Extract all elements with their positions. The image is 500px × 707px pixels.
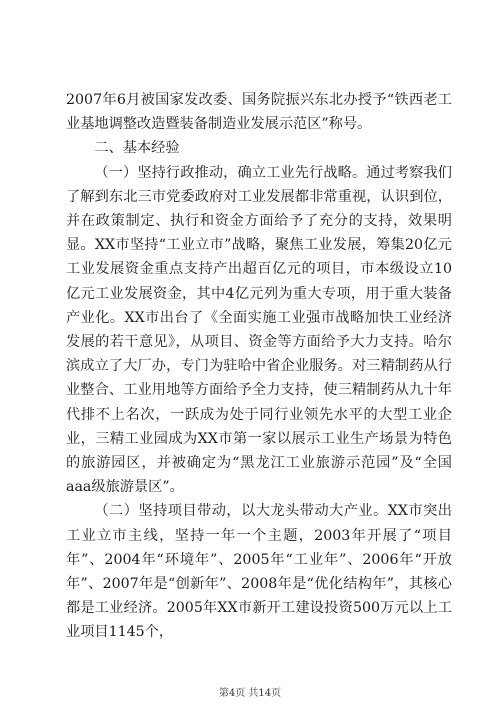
paragraph-project-driven: （二）坚持项目带动，以大龙头带动大产业。XX市突出工业立市主线，坚持一年一个主题，2003年开展了“项目年”、2004年“环境年”、2005年“工业年”、2006年“开放年”、2007年是“创新年”、2008年是“优化结构年”，其核心都是工业经济。2005年XX市新开工建设投资500万元以上工业项目1145个， [66,503,452,641]
document-body [66,88,452,645]
page-number-footer: 第4页 共14页 [218,688,282,699]
paragraph-continuation: 2007年6月被国家发改委、国务院振兴东北办授予“铁西老工业基地调整改造暨装备制造业发展示范区”称号。 [66,92,452,133]
section-heading: 二、基本经验 [94,140,180,157]
paragraph-administrative-promotion: （一）坚持行政推动，确立工业先行战略。通过考察我们了解到东北三市党委政府对工业发展都非常重视，认识到位，并在政策制定、执行和资金方面给予了充分的支持，效果明显。XX市坚持“工业立市”战略，聚焦工业发展，筹集20亿元工业发展资金重点支持产出超百亿元的项目，市本级设立10亿元工业发展资金，其中4亿元列为重大专项，用于重大装备产业化。XX市出台了《全面实施工业强市战略加快工业经济发展的若干意见》，从项目、资金等方面给予大力支持。哈尔滨成立了大厂办，专门为驻哈中省企业服务。对三精制药从行业整合、工业用地等方面给予全力支持，使三精制药从九十年代排不上名次，一跃成为处于同行业领先水平的大型工业企业，三精工业园成为XX市第一家以展示工业生产场景为特色的旅游园区，并被确定为“黑龙江工业旅游示范园”及“全国aaa级旅游景区”。 [66,164,452,496]
